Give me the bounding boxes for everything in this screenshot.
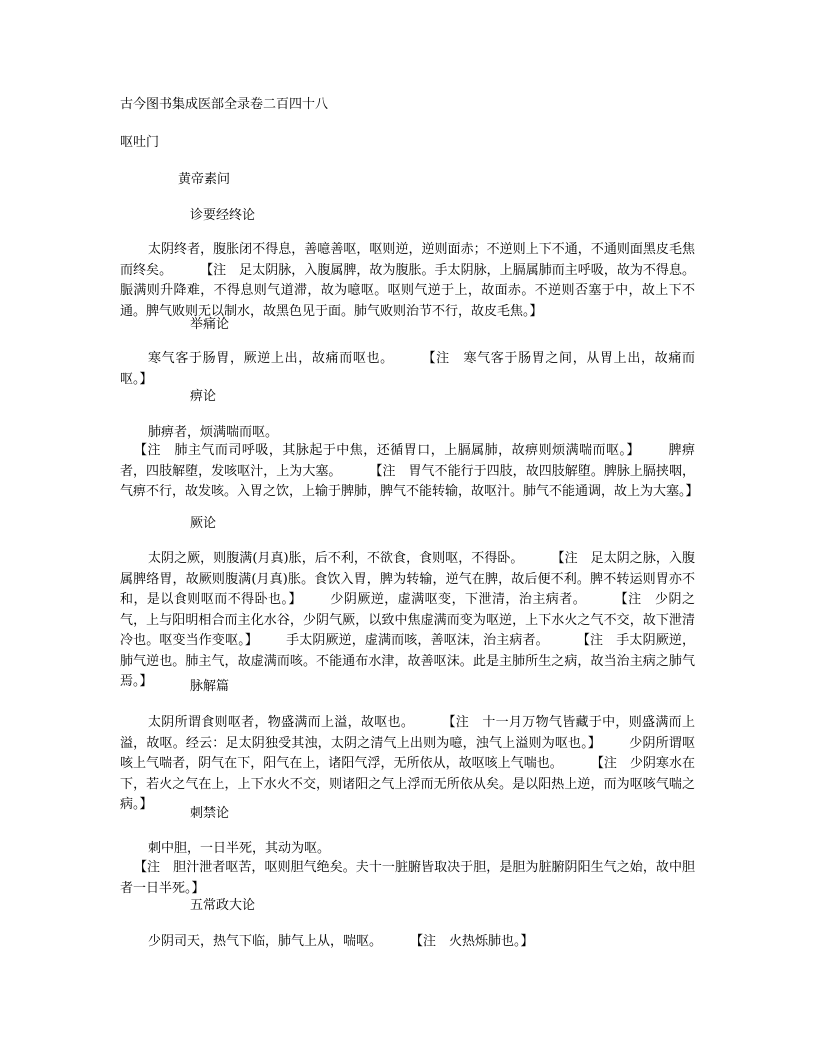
- commentary-note: 【注 肺主气而司呼吸，其脉起于中焦，还循胃口，上膈属肺，故痹则烦满喘而呕。】: [134, 443, 640, 458]
- body-text: 少阴司天，热气下临，肺气上从，喘呕。: [148, 934, 383, 949]
- section-title: 呕吐门: [120, 135, 160, 150]
- chapter-title: 五常政大论: [190, 898, 256, 913]
- commentary-note: 【注 少阴之气，上与阳明相合而主化水谷，少阴气厥，以致中焦虚满而变为呕逆，上下水火之气不交，故下泄清冷也。呕变当作变呕。】: [120, 592, 695, 648]
- chapter-paragraph: [120, 441, 699, 503]
- body-text: 太阴所谓食则呕者，物盛满而上溢，故呕也。: [148, 715, 415, 730]
- chapter-title: 脉解篇: [190, 679, 230, 694]
- chapter-paragraph: [120, 932, 695, 953]
- body-text: 肺痹者，烦满喘而呕。: [148, 425, 279, 440]
- commentary-note: 【注 手太阴厥逆，肺气逆也。肺主气，故虚满而咳。不能通布水津，故善呕沫。此是主肺所生之病，故当治主病之肺气焉。】: [120, 633, 695, 689]
- chapter-title: 痹论: [190, 389, 217, 404]
- body-text: 少阴所谓呕咳上气喘者，阴气在下，阳气在上，诸阳气浮，无所依从，故呕咳上气喘也。: [120, 735, 695, 771]
- chapter-title: 举痛论: [190, 317, 230, 332]
- commentary-note: 【注 足太阴脉，入腹属脾，故为腹胀。手太阴脉，上膈属肺而主呼吸，故为不得息。脤满则升降难，不得息则气道滞，故为噫呕。呕则气逆于上，故面赤。不逆则否塞于中，故上下不通。脾气败则无以制水，故黑色见于面。肺气败则治节不行，故皮毛焦。】: [120, 262, 695, 319]
- body-text: 脾痹者，四肢解堕，发咳呕汁，上为大塞。: [120, 443, 695, 479]
- chapter-paragraph: [120, 549, 695, 693]
- body-text: 少阴厥逆，虚满呕变，下泄清，治主病者。: [329, 592, 587, 607]
- commentary-note: 【注 寒气客于肠胃之间，从胃上出，故痛而呕。】: [120, 351, 695, 387]
- commentary-note: 【注 少阴寒水在下，若火之气在上，上下水火不交，则诸阳之气上浮而无所依从矣。是以阳热上逆，而为呕咳气喘之病。】: [120, 756, 695, 812]
- chapter-paragraph: [120, 240, 695, 322]
- body-text: 太阴终者，腹胀闭不得息，善噫善呕，呕则逆，逆则面赤；不逆则上下不通，不通则面黑皮毛焦而终矣。: [120, 242, 695, 278]
- source-title: 黄帝素问: [178, 172, 231, 187]
- chapter-title: 厥论: [190, 516, 217, 531]
- body-text: 寒气客于肠胃，厥逆上出，故痛而呕也。: [148, 351, 394, 366]
- commentary-note: 【注 胆汁泄者呕苦，呕则胆气绝矣。夫十一脏腑皆取决于胆，是胆为脏腑阴阳生气之始，故中胆者一日半死。】: [120, 860, 695, 896]
- body-text: 太阴之厥，则腹满(月真)胀，后不利，不欲食，食则呕，不得卧。: [148, 551, 524, 566]
- book-title: 古今图书集成医部全录卷二百四十八: [120, 97, 329, 112]
- body-text: 手太阴厥逆，虚满而咳，善呕沫，治主病者。: [285, 633, 549, 648]
- chapter-paragraph: [120, 713, 695, 816]
- commentary-note: 【注 火热烁肺也。】: [410, 934, 534, 949]
- chapter-paragraph: [120, 349, 695, 390]
- chapter-paragraph: [120, 858, 695, 899]
- chapter-title: 诊要经终论: [190, 208, 256, 223]
- chapter-title: 刺禁论: [190, 806, 230, 821]
- commentary-note: 【注 足太阴之脉，入腹属脾络胃，故厥则腹满(月真)胀。食饮入胃，脾为转输，逆气在脾，故后便不利。脾不转运则胃亦不和，是以食则呕而不得卧也。】: [120, 551, 695, 607]
- commentary-note: 【注 胃气不能行于四肢，故四肢解堕。脾脉上膈挟咽，气痹不行，故发咳。入胃之饮，上输于脾肺，脾气不能转输，故呕汁。肺气不能通调，故上为大塞。】: [120, 463, 699, 499]
- body-text: 刺中胆，一日半死，其动为呕。: [148, 841, 331, 856]
- commentary-note: 【注 十一月万物气皆藏于中，则盛满而上溢，故呕。经云：足太阴独受其浊，太阴之清气上出则为噫，浊气上溢则为呕也。】: [120, 715, 695, 751]
